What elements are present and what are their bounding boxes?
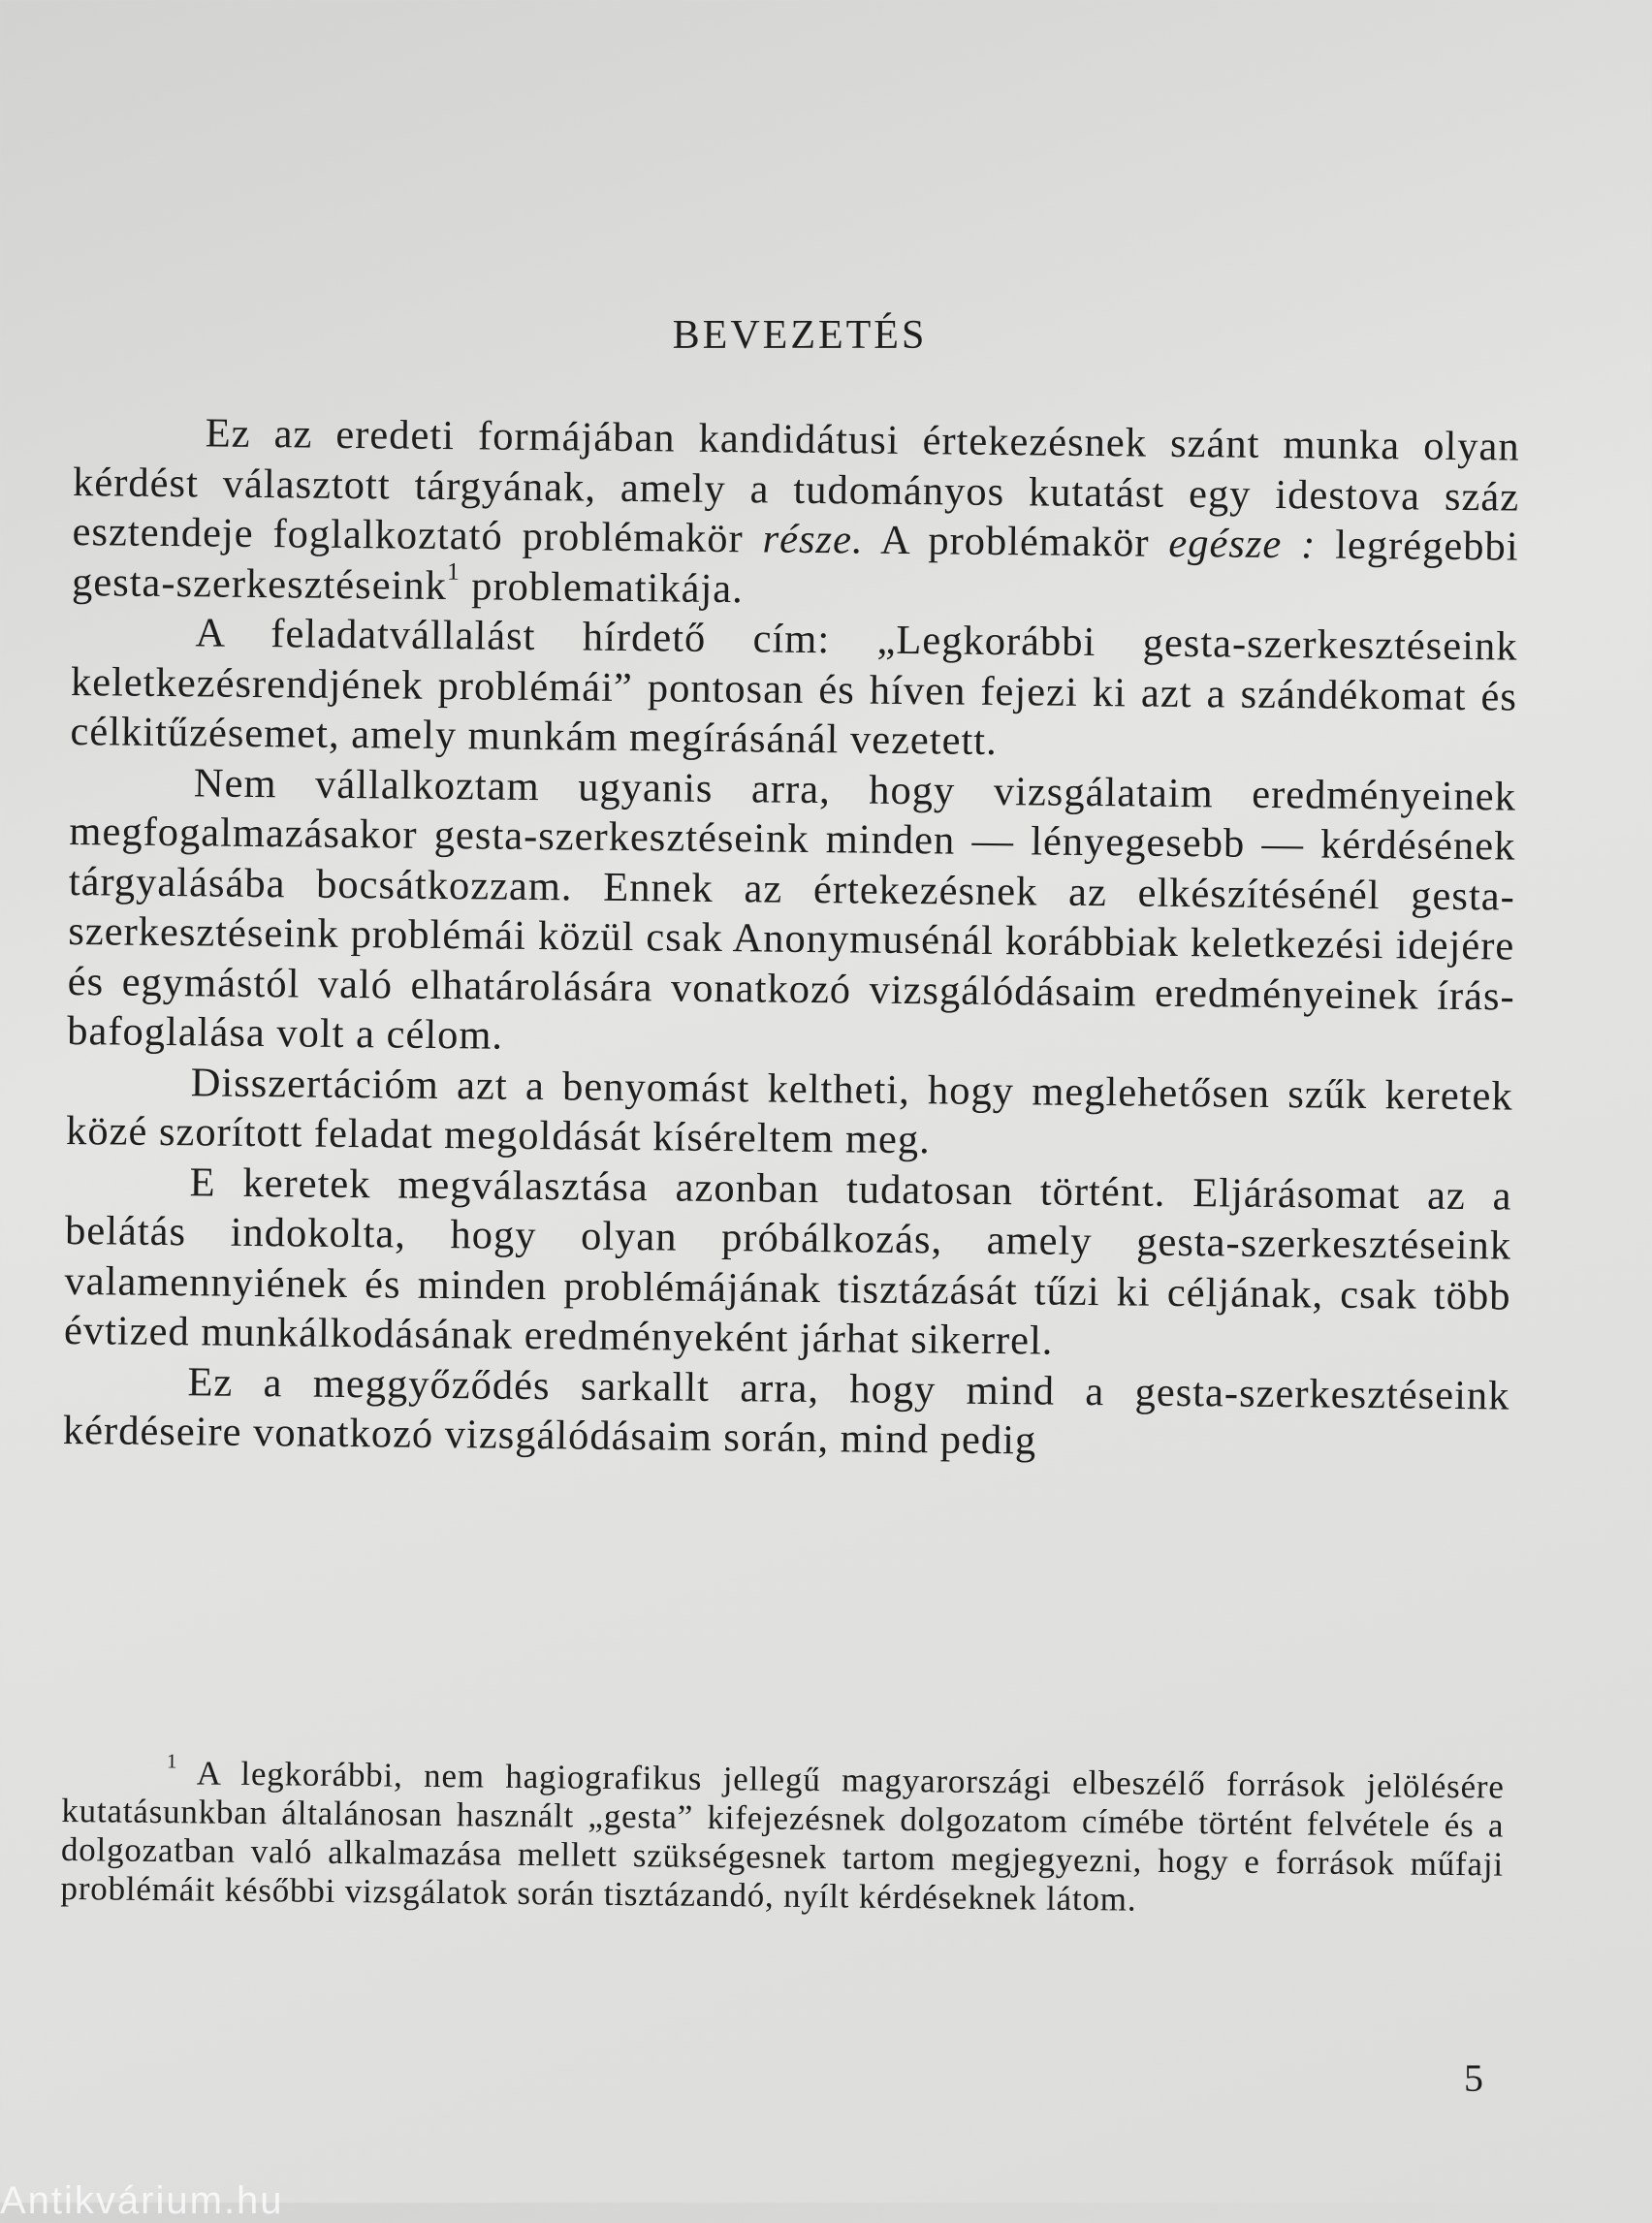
paragraph-text: A feladatvállalást hírdető cím: „Legkorábbi gesta-szerkesztéseink keletkezésrendjének problémái” pontosan és híven fejezi ki azt a szándékomat és célkitűzésemet, amely munkám megírásánál vezetett. xyxy=(70,610,1518,764)
paragraph-text: legrégebbi gesta-szerkesztéseink xyxy=(71,522,1519,609)
body-text xyxy=(63,407,1520,1471)
watermark-text: Antikvárium.hu xyxy=(0,2179,284,2222)
paragraph-text: A problémakör xyxy=(863,517,1169,566)
paragraph-text: problematikája. xyxy=(460,562,745,612)
paragraph-text: Ez a meggyőződés sarkallt arra, hogy mind a gesta-szerkesztéseink kérdéseire vonatkozó vizsgálódásaim során, mind pedig xyxy=(62,1358,1510,1464)
paragraph xyxy=(63,1355,1510,1471)
emphasis-text: egésze : xyxy=(1168,520,1317,568)
paragraph xyxy=(67,756,1516,1071)
footnote xyxy=(60,1749,1505,1923)
footnote-marker: 1 xyxy=(446,556,461,586)
paragraph xyxy=(70,607,1518,772)
footnote-marker: 1 xyxy=(166,1749,178,1773)
paragraph-text: E keretek megválasztása azonban tudatosan történt. Eljárásomat az a belátás indokolta, hogy olyan próbálkozás, amely gesta-szerkesztéseink valamennyiének és minden problémájának tisztázását tűzi ki céljának, csak több évtized munkálkodásának eredményeként járhat sikerrel. xyxy=(63,1159,1512,1364)
paragraph xyxy=(64,1156,1512,1371)
footnote-text: A legkorábbi, nem hagiografikus jellegű magyarországi elbeszélő források jelölésére kutatásunkban általánosan használt „gesta” kifejezésnek dolgozatom címébe történt felvétele és a dolgozatban való alkalmazása mellett szükségesnek tartom megjegyezni, hogy e források műfaji problémáit későbbi vizsgálatok során tisztázandó, nyílt kérdéseknek látom. xyxy=(60,1754,1505,1919)
paragraph-text: Nem vállalkoztam ugyanis arra, hogy vizsgálataim eredményeinek megfogalmazásakor gesta-szerkesztéseink minden — lényegesebb — kérdésének tárgyalásába bocsátkozzam. Ennek az értekezésnek az elkészítésénél gesta-szerkesztéseink problémái közül csak Anonymusénál korábbiak keletkezési idejére és egymástól való elhatárolására vonatkozó vizsgálódásaim eredményeinek írásbafoglalása volt a célom. xyxy=(67,759,1517,1059)
paragraph-text: Ez az eredeti formájában kandidátusi értekezésnek szánt munka olyan kérdést választott tárgyának, amely a tudományos kutatást egy idestova száz esztendeje foglalkoztató problémakör xyxy=(72,410,1520,562)
page-title: BEVEZETÉS xyxy=(672,313,928,358)
page-number: 5 xyxy=(1464,2056,1483,2100)
paragraph xyxy=(66,1056,1513,1171)
paragraph xyxy=(72,407,1520,622)
paragraph-text: Disszertációm azt a benyomást keltheti, hogy meglehetősen szűk keretek közé szorított feladat megoldását kíséreltem meg. xyxy=(65,1059,1513,1163)
emphasis-text: része. xyxy=(762,516,864,563)
footnotes xyxy=(60,1749,1505,1923)
